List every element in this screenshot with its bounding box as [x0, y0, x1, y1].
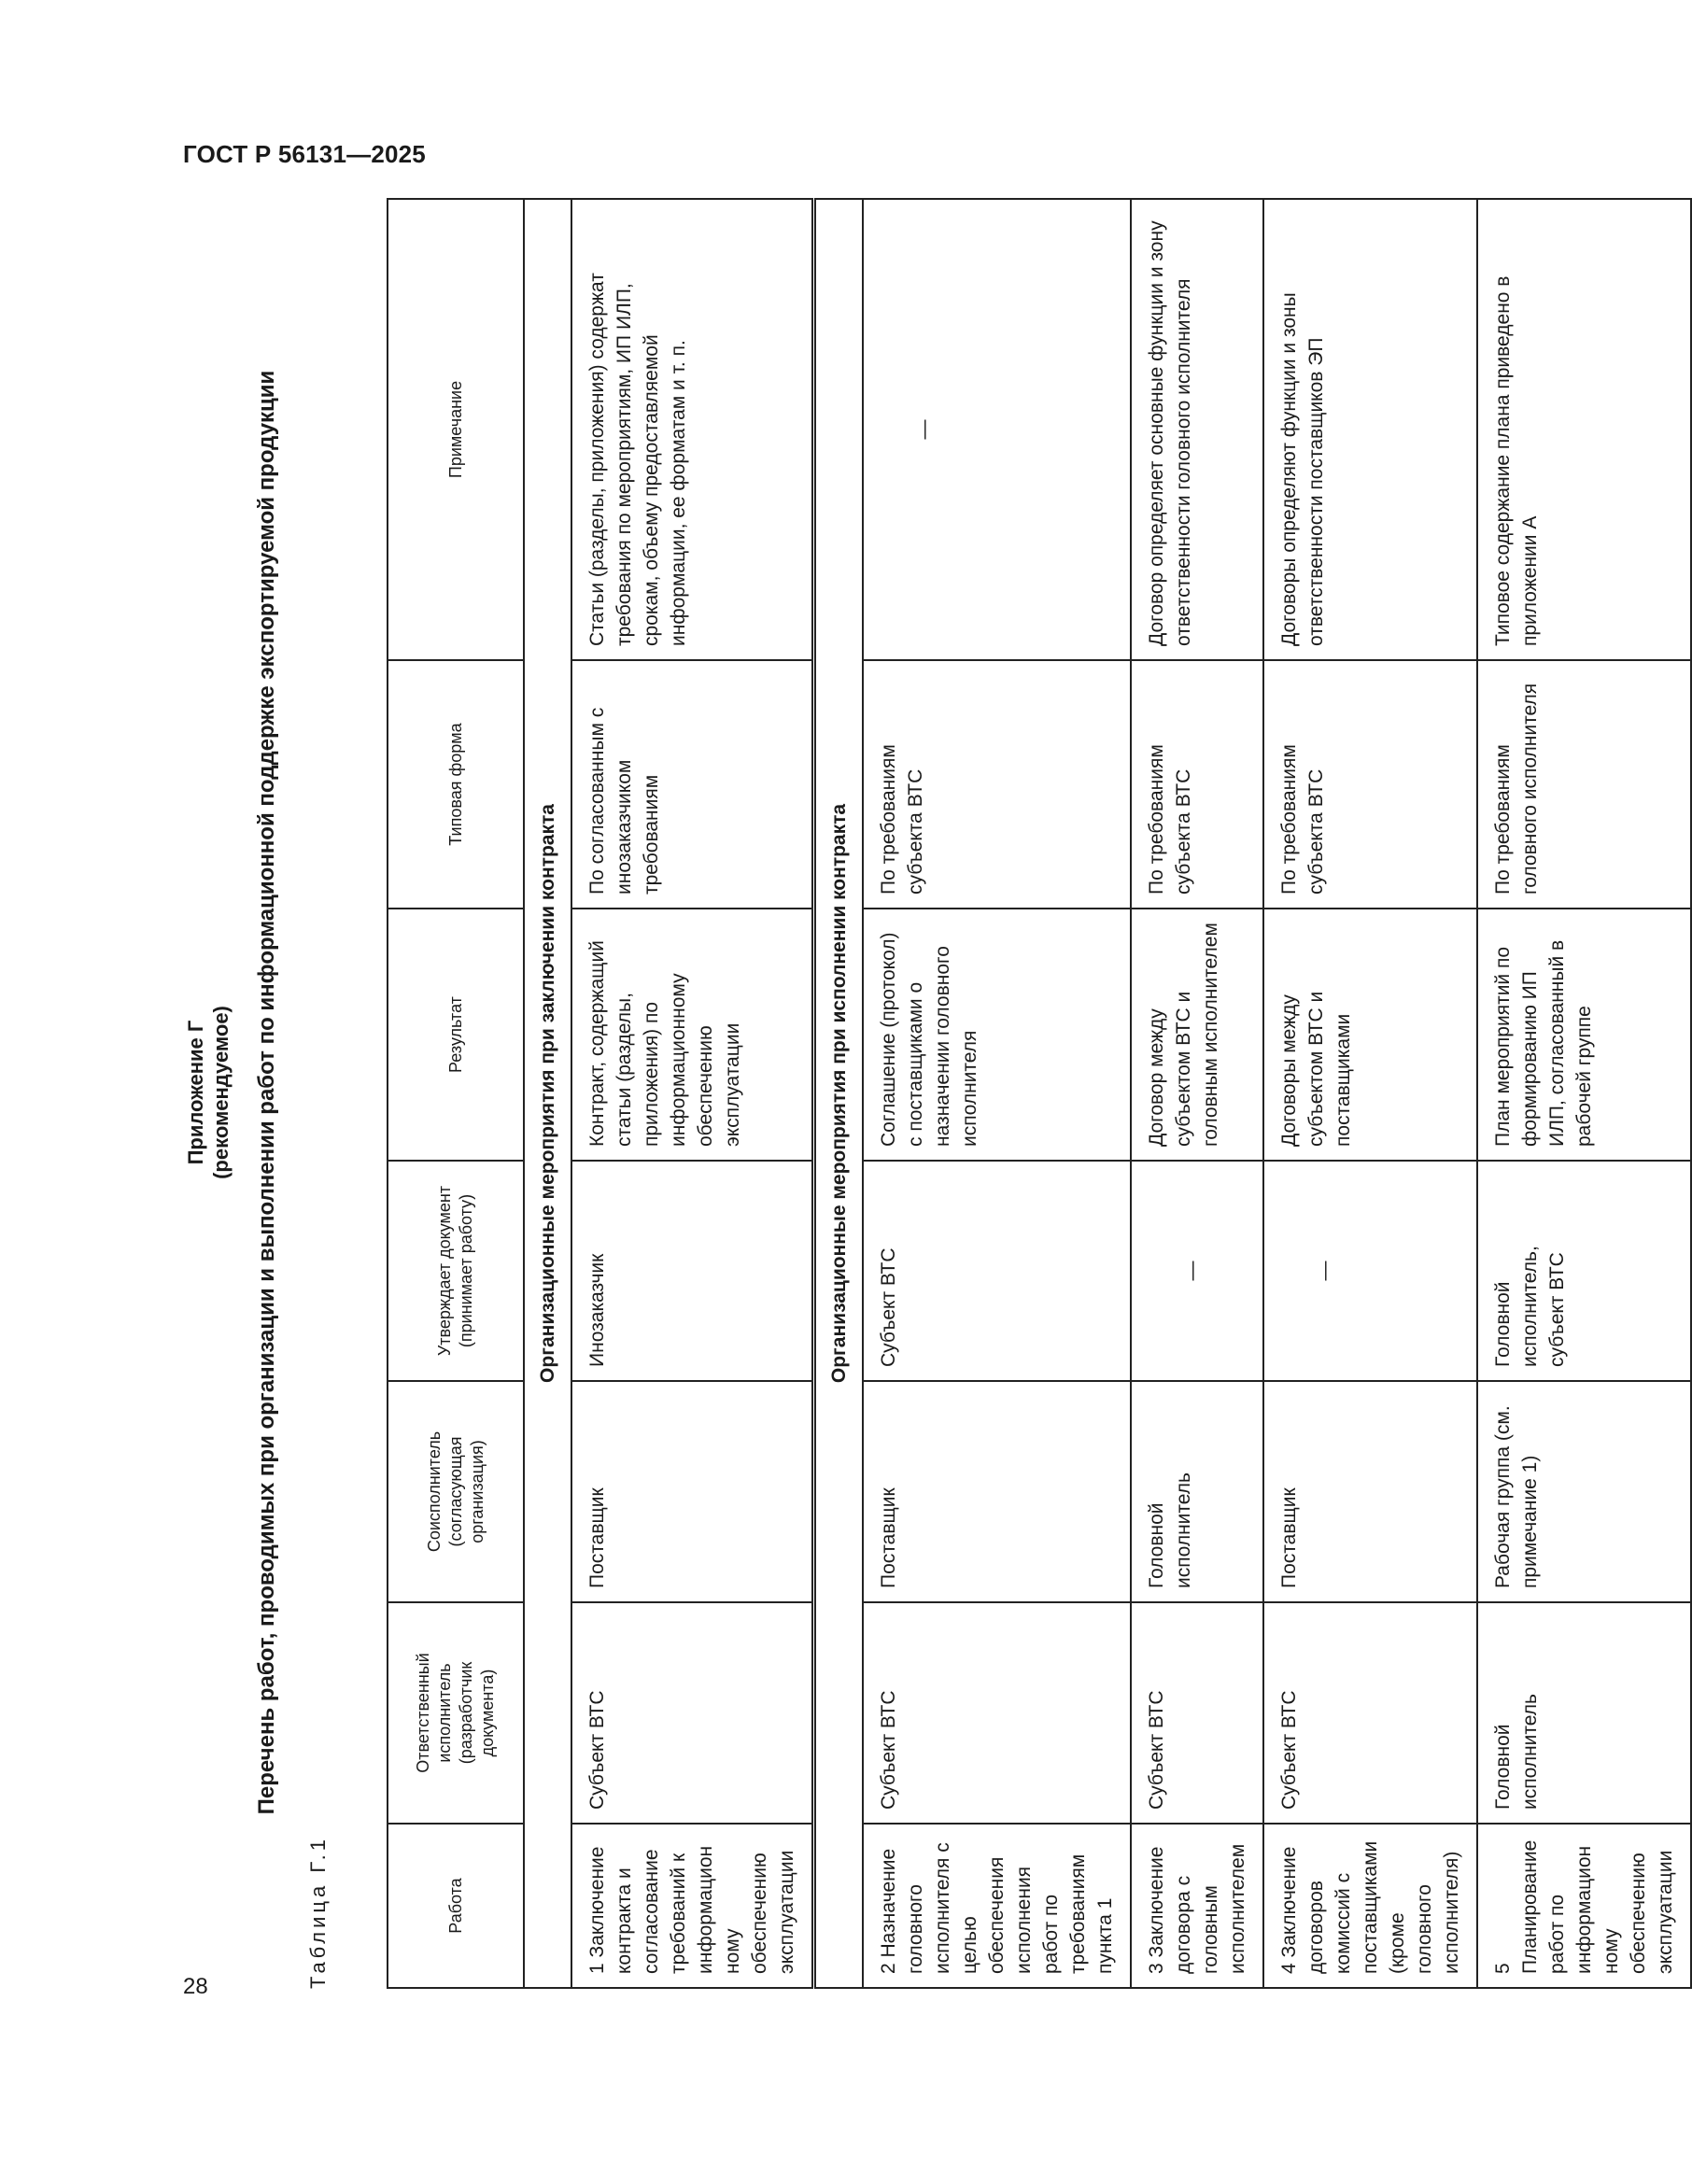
empty-dash: —: [1314, 1261, 1335, 1281]
cell-note: Типовое содержание плана приведено в приложении А: [1477, 199, 1691, 660]
cell-coexecutor: Головной исполнитель: [1131, 1381, 1263, 1602]
cell-coexecutor: Поставщик: [1263, 1381, 1477, 1602]
cell-result: Договор между субъектом ВТС и головным исполнителем: [1131, 909, 1263, 1161]
column-header-note: Примечание: [388, 199, 524, 660]
cell-approves: [1131, 1161, 1263, 1381]
appendix-heading: [183, 196, 233, 1989]
appendix-status: (рекомендуемое): [209, 1006, 233, 1179]
section-title: Организационные мероприятия при исполнении контракта: [814, 199, 864, 1988]
section-row: [814, 199, 864, 1988]
section-title: Организационные мероприятия при заключении контракта: [524, 199, 571, 1988]
table-label: Таблица Г.1: [306, 1836, 330, 1989]
cell-work: 5 Планирование работ по информационному обеспечению эксплуатации: [1477, 1824, 1691, 1988]
cell-approves: Головной исполнитель, субъект ВТС: [1477, 1161, 1691, 1381]
page-number: 28: [183, 1974, 208, 1999]
cell-responsible: Субъект ВТС: [863, 1602, 1131, 1824]
document-code: ГОСТ Р 56131—2025: [183, 140, 426, 168]
cell-form: По требованиям субъекта ВТС: [863, 660, 1131, 909]
cell-result: Контракт, содержащий статьи (разделы, приложения) по информационному обеспечению эксплуатации: [571, 909, 814, 1161]
table-row: [863, 199, 1131, 1988]
cell-result: Соглашение (протокол) с поставщиками о назначении головного исполнителя: [863, 909, 1131, 1161]
cell-form: По требованиям субъекта ВТС: [1263, 660, 1477, 909]
cell-form: По согласованным с инозаказчиком требованиям: [571, 660, 814, 909]
cell-note: Договоры определяют функции и зоны ответственности поставщиков ЭП: [1263, 199, 1477, 660]
table-row: [571, 199, 814, 1988]
empty-dash: —: [1181, 1261, 1203, 1281]
cell-responsible: Субъект ВТС: [1263, 1602, 1477, 1824]
cell-work: 1 Заключение контракта и согласование требований к информационному обеспечению эксплуатации: [571, 1824, 814, 1988]
cell-approves: [1263, 1161, 1477, 1381]
cell-coexecutor: Поставщик: [571, 1381, 814, 1602]
cell-result: План мероприятий по формированию ИП ИЛП, согласованный в рабочей группе: [1477, 909, 1691, 1161]
cell-note: Статьи (разделы, приложения) содержат требования по мероприятиям, ИП ИЛП, срокам, объему предоставляемой информации, ее форматам и т. п.: [571, 199, 814, 660]
cell-work: 3 Заключение договора с головным исполнителем: [1131, 1824, 1263, 1988]
column-header-approves: Утверждает документ (принимает работу): [388, 1161, 524, 1381]
cell-note: Договор определяет основные функции и зону ответственности головного исполнителя: [1131, 199, 1263, 660]
column-header-responsible: Ответственный исполнитель (разработчик документа): [388, 1602, 524, 1824]
cell-work: 4 Заключение договоров комиссий с поставщиками (кроме головного исполнителя): [1263, 1824, 1477, 1988]
column-header-coexecutor: Соисполнитель (согласующая организация): [388, 1381, 524, 1602]
column-header-form: Типовая форма: [388, 660, 524, 909]
cell-form: По требованиям субъекта ВТС: [1131, 660, 1263, 909]
column-header-result: Результат: [388, 909, 524, 1161]
cell-responsible: Субъект ВТС: [571, 1602, 814, 1824]
column-header-work: Работа: [388, 1824, 524, 1988]
table-row: [1263, 199, 1477, 1988]
cell-responsible: Субъект ВТС: [1131, 1602, 1263, 1824]
cell-result: Договоры между субъектом ВТС и поставщиками: [1263, 909, 1477, 1161]
table-header-row: [388, 199, 524, 1988]
cell-coexecutor: Поставщик: [863, 1381, 1131, 1602]
works-table: [387, 198, 1692, 1989]
cell-responsible: Головной исполнитель: [1477, 1602, 1691, 1824]
appendix-main-title: Перечень работ, проводимых при организации и выполнении работ по информационной поддержке экспортируемой продукции: [254, 370, 279, 1815]
table-row: [1477, 199, 1691, 1988]
section-row: [524, 199, 571, 1988]
cell-note: [863, 199, 1131, 660]
table-row: [1131, 199, 1263, 1988]
cell-approves: Субъект ВТС: [863, 1161, 1131, 1381]
cell-coexecutor: Рабочая группа (см. примечание 1): [1477, 1381, 1691, 1602]
appendix-title: Приложение Г: [184, 1020, 207, 1165]
cell-form: По требованиям головного исполнителя: [1477, 660, 1691, 909]
empty-dash: —: [913, 419, 935, 440]
cell-work: 2 Назначение головного исполнителя с целью обеспечения исполнения работ по требованиям пункта 1: [863, 1824, 1131, 1988]
cell-approves: Инозаказчик: [571, 1161, 814, 1381]
